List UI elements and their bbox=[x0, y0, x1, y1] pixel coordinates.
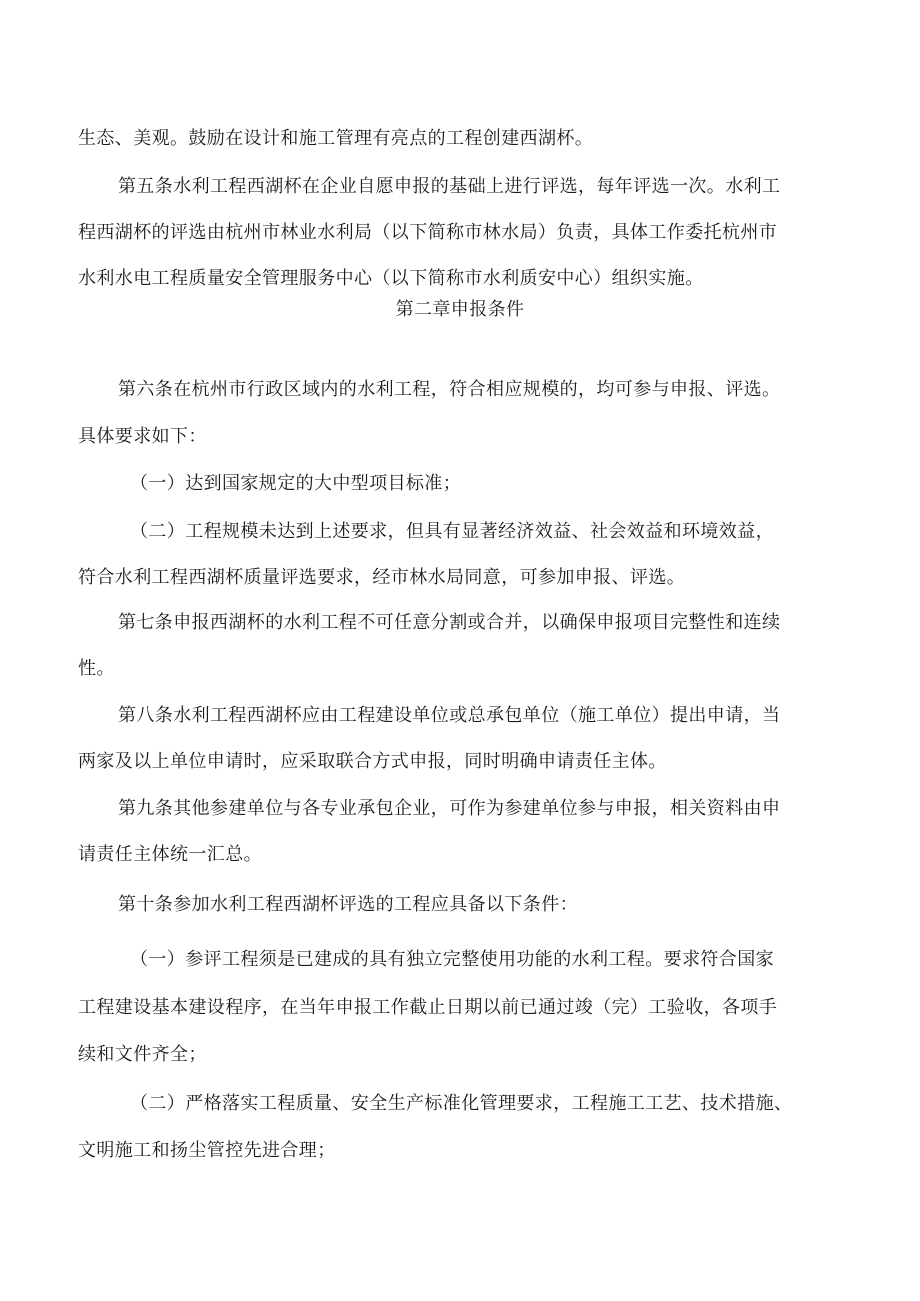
paragraph-line: 具体要求如下： bbox=[78, 426, 207, 447]
paragraph-line: 请责任主体统一汇总。 bbox=[78, 844, 262, 865]
paragraph-line: 文明施工和扬尘管控先进合理； bbox=[78, 1140, 336, 1161]
article-9-line: 第九条其他参建单位与各专业承包企业，可作为参建单位参与申报，相关资料由申 bbox=[118, 798, 781, 819]
article-8-line: 第八条水利工程西湖杯应由工程建设单位或总承包单位（施工单位）提出申请，当 bbox=[118, 705, 781, 726]
paragraph-line: 程西湖杯的评选由杭州市林业水利局（以下简称市林水局）负责，具体工作委托杭州市 bbox=[78, 222, 778, 243]
chapter-heading: 第二章申报条件 bbox=[395, 299, 525, 320]
article-10-line: 第十条参加水利工程西湖杯评选的工程应具备以下条件： bbox=[118, 894, 578, 915]
article-6-line: 第六条在杭州市行政区域内的水利工程，符合相应规模的，均可参与申报、评选。 bbox=[118, 379, 781, 400]
paragraph-line: 符合水利工程西湖杯质量评选要求，经市林水局同意，可参加申报、评选。 bbox=[78, 567, 686, 588]
paragraph-line: 性。 bbox=[78, 658, 115, 679]
item-line: （一）达到国家规定的大中型项目标准； bbox=[130, 473, 462, 494]
item-line: （二）工程规模未达到上述要求，但具有显著经济效益、社会效益和环境效益， bbox=[130, 521, 774, 542]
paragraph-line: 工程建设基本建设程序，在当年申报工作截止日期以前已通过竣（完）工验收，各项手 bbox=[78, 997, 778, 1018]
paragraph-line: 水利水电工程质量安全管理服务中心（以下简称市水利质安中心）组织实施。 bbox=[78, 268, 704, 289]
article-5-line: 第五条水利工程西湖杯在企业自愿申报的基础上进行评选，每年评选一次。水利工 bbox=[118, 176, 781, 197]
paragraph-line: 续和文件齐全； bbox=[78, 1044, 207, 1065]
paragraph-line: 两家及以上单位申请时，应采取联合方式申报，同时明确申请责任主体。 bbox=[78, 751, 667, 772]
item-line: （一）参评工程须是已建成的具有独立完整使用功能的水利工程。要求符合国家 bbox=[130, 949, 774, 970]
article-7-line: 第七条申报西湖杯的水利工程不可任意分割或合并，以确保申报项目完整性和连续 bbox=[118, 612, 781, 633]
item-line: （二）严格落实工程质量、安全生产标准化管理要求，工程施工工艺、技术措施、 bbox=[130, 1093, 793, 1114]
paragraph-line: 生态、美观。鼓励在设计和施工管理有亮点的工程创建西湖杯。 bbox=[78, 128, 594, 149]
